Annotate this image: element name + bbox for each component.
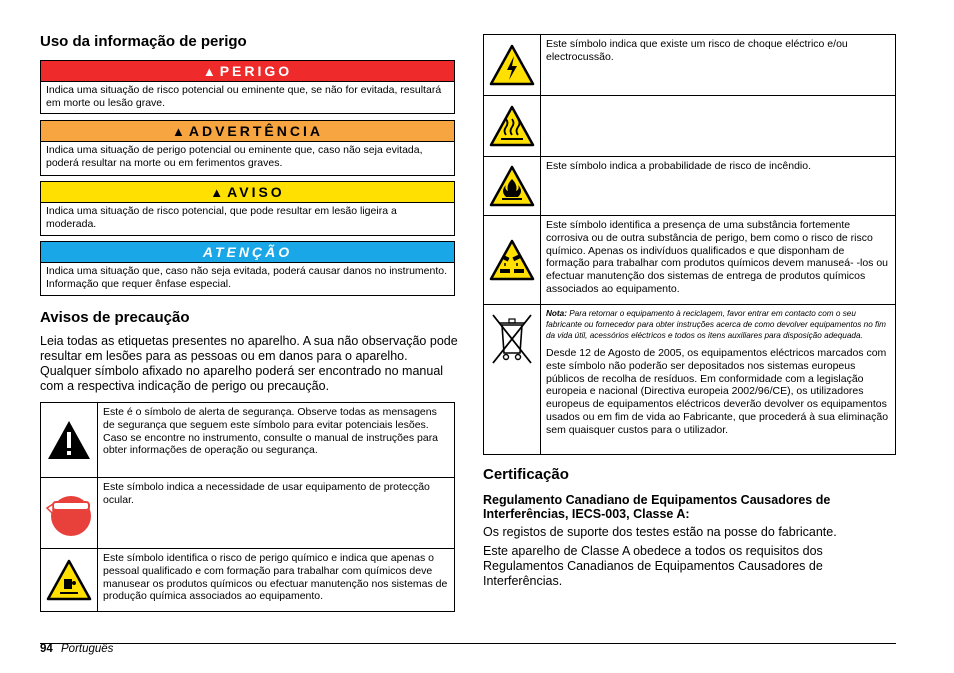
symbol-row-weee bbox=[484, 305, 896, 455]
hazard-header-advertencia bbox=[41, 121, 454, 142]
symbol-text: Este símbolo identifica o risco de perigo químico e indica que apenas o pessoal qualificado e com formação para trabalhar com químicos deve manusear os produtos químicos ou efectuar manutenção nos sistemas de produção química associados ao equipamento. bbox=[98, 549, 455, 612]
warning-triangle-icon: ▲ bbox=[172, 123, 185, 139]
symbols-table-right bbox=[483, 34, 896, 455]
hazard-label: ATENÇÃO bbox=[202, 244, 293, 260]
symbols-table-left bbox=[40, 402, 455, 612]
electric-shock-icon bbox=[484, 35, 540, 95]
warning-triangle-icon: ▲ bbox=[202, 63, 216, 79]
hazard-header-aviso bbox=[41, 182, 454, 203]
safety-alert-icon bbox=[41, 403, 97, 477]
symbol-row bbox=[41, 403, 455, 478]
symbol-text: Este símbolo indica a necessidade de usar equipamento de protecção ocular. bbox=[98, 478, 455, 549]
heading-hazard-info: Uso da informação de perigo bbox=[40, 33, 247, 50]
symbol-row bbox=[484, 157, 896, 216]
symbol-row bbox=[484, 35, 896, 96]
page-number: 94 bbox=[40, 643, 53, 655]
cert-paragraph-2: Este aparelho de Classe A obedece a todos os requisitos dos Regulamentos Canadianos de Equipamentos Causadores de Interferências. bbox=[483, 544, 823, 588]
weee-crossed-bin-icon bbox=[484, 305, 540, 367]
symbol-text: Este símbolo identifica a presença de uma substância fortemente corrosiva ou de outra substância de perigo, bem como o risco de risco químico. Apenas os indivíduos qualificados e que disponham de formação para trabalhar com produtos químicos devem manuseá- -los ou efectuar manutenção dos sistemas de entrega de produtos químicos associados ao equipamento. bbox=[541, 216, 896, 305]
note-text: Para retornar o equipamento à reciclagem, favor entrar em contacto com o seu fabricante ou fornecedor para obter instruções acerca de como devolver equipamentos no fim da vida útil, acessórios eléctricos e todos os itens auxiliares para disposição adequada. bbox=[546, 309, 886, 340]
eye-protection-icon bbox=[41, 478, 97, 548]
precaution-text: Leia todas as etiquetas presentes no aparelho. A sua não observação pode resultar em lesões para as pessoas ou em danos para o aparelho. Qualquer símbolo afixado no aparelho poderá ser encontrado no manual com a respectiva indicação de perigo ou precaução. bbox=[40, 334, 458, 393]
hazard-label: AVISO bbox=[227, 184, 285, 200]
symbol-text: Este símbolo indica a probabilidade de risco de incêndio. bbox=[541, 157, 896, 216]
hazard-box-advertencia bbox=[40, 120, 455, 176]
hazard-text: Indica uma situação de risco potencial, que pode resultar em lesão ligeira a moderada. bbox=[46, 205, 397, 230]
hazard-text: Indica uma situação que, caso não seja evitada, poderá causar danos no instrumento. Informação que requer ênfase especial. bbox=[46, 265, 448, 290]
hazard-label: ADVERTÊNCIA bbox=[188, 123, 323, 139]
fire-hazard-icon bbox=[484, 157, 540, 215]
heading-precaution: Avisos de precaução bbox=[40, 309, 190, 326]
note-label: Nota: bbox=[546, 309, 567, 318]
hot-surface-icon bbox=[484, 96, 540, 156]
chemical-hazard-icon bbox=[41, 549, 97, 611]
corrosive-icon bbox=[484, 216, 540, 304]
symbol-row bbox=[484, 96, 896, 157]
weee-text: Desde 12 de Agosto de 2005, os equipamentos eléctricos marcados com este símbolo não poderão ser depositados nos sistemas europeus públicos de recolha de resíduos. Em conformidade com a legislação europeia e nacional (Directiva europeia 2002/96/CE), os utilizadores europeus de equipamentos eléctricos deverão devolver os equipamentos usados ou em fim de vida ao Fabricante, que procederá à sua eliminação sem quaisquer custos para o utilizador. bbox=[546, 347, 889, 436]
cert-subheading: Regulamento Canadiano de Equipamentos Causadores de Interferências, IECS-003, Classe A: bbox=[483, 493, 831, 521]
hazard-header-atencao bbox=[41, 242, 454, 263]
symbol-text: Este é o símbolo de alerta de segurança. Observe todas as mensagens de segurança que seguem este símbolo para evitar potenciais lesões. Caso se encontre no instrumento, consulte o manual de instruções para obter informações de operação ou segurança. bbox=[98, 403, 455, 478]
warning-triangle-icon: ▲ bbox=[210, 184, 224, 200]
footer bbox=[40, 643, 113, 655]
footer-language: Português bbox=[61, 643, 114, 655]
symbol-row bbox=[41, 549, 455, 612]
cert-paragraph-1: Os registos de suporte dos testes estão na posse do fabricante. bbox=[483, 525, 837, 539]
footer-rule bbox=[40, 643, 896, 644]
heading-certification: Certificação bbox=[483, 466, 569, 483]
hazard-text: Indica uma situação de perigo potencial ou eminente que, caso não seja evitada, poderá resultar na morte ou em ferimentos graves. bbox=[46, 144, 423, 169]
symbol-text: Este símbolo indica que existe um risco de choque eléctrico e/ou electrocussão. bbox=[541, 35, 896, 96]
symbol-row bbox=[41, 478, 455, 549]
hazard-text: Indica uma situação de risco potencial ou eminente que, se não for evitada, resultará em morte ou lesão grave. bbox=[46, 84, 442, 109]
hazard-label: PERIGO bbox=[219, 63, 293, 79]
hazard-box-perigo bbox=[40, 60, 455, 114]
hazard-header-perigo bbox=[41, 61, 454, 82]
symbol-row bbox=[484, 216, 896, 305]
hazard-box-atencao bbox=[40, 241, 455, 296]
hazard-box-aviso bbox=[40, 181, 455, 236]
symbol-text bbox=[541, 96, 896, 157]
